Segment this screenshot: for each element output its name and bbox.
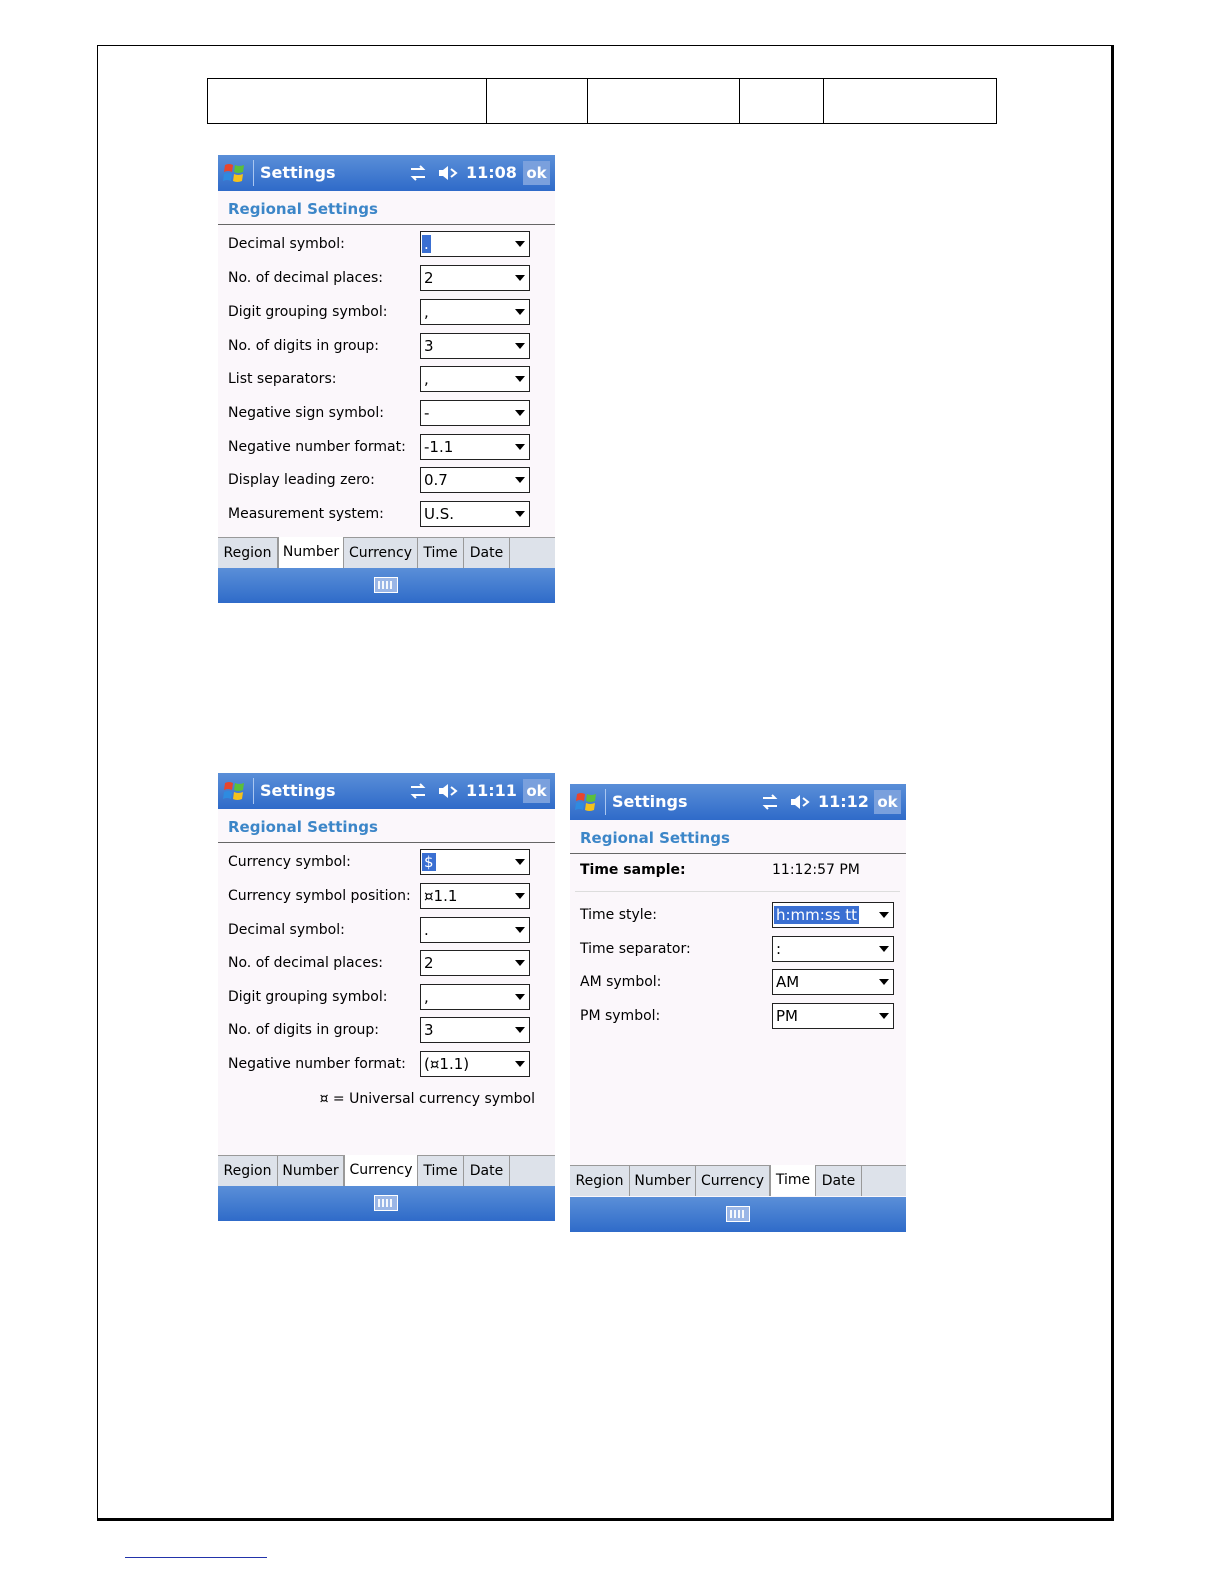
field-label: Currency symbol: [228,854,351,870]
time-style-row [570,902,906,930]
dropdown-value: , [424,988,429,1006]
currency-symbol-position-dropdown[interactable] [420,883,530,909]
tab-date[interactable]: Date [464,538,510,568]
menu-bar [570,1197,906,1232]
ok-button[interactable]: ok [523,161,550,185]
clock[interactable]: 11:11 [466,781,517,800]
negative-number-format-row [218,434,555,462]
am-symbol-row [570,969,906,997]
page-heading: Regional Settings [228,200,378,218]
time-style-dropdown[interactable] [772,902,894,928]
footnote-rule [125,1557,267,1558]
field-label: No. of digits in group: [228,338,380,354]
digits-in-group-dropdown[interactable] [420,1017,530,1043]
measurement-system-dropdown[interactable] [420,501,530,527]
digit-grouping-symbol-row [218,299,555,327]
heading-divider [218,842,555,843]
dropdown-value: , [424,370,429,388]
tab-strip [218,1155,555,1186]
menu-bar [218,1186,555,1221]
keyboard-icon[interactable] [726,1206,750,1222]
digit-grouping-symbol-row [218,984,555,1012]
tab-currency[interactable]: Currency [696,1166,770,1196]
field-label: Decimal symbol: [228,922,345,938]
header-cell [487,79,588,124]
dropdown-value: -1.1 [424,438,454,456]
tab-region[interactable]: Region [218,1156,278,1186]
decimal-places-dropdown[interactable] [420,265,530,291]
decimal-symbol-dropdown[interactable] [420,917,530,943]
field-label: Display leading zero: [228,472,375,488]
tab-number[interactable]: Number [278,1156,344,1186]
decimal-symbol-row [218,917,555,945]
tab-strip [218,537,555,568]
title-bar [570,784,906,820]
negative-sign-symbol-dropdown[interactable] [420,400,530,426]
dropdown-arrow-icon[interactable] [515,376,525,382]
field-label: Measurement system: [228,506,384,522]
dropdown-arrow-icon[interactable] [515,1061,525,1067]
dropdown-value: h:mm:ss tt [776,906,857,924]
dropdown-arrow-icon[interactable] [515,477,525,483]
time-sample-label: Time sample: [580,862,686,878]
dropdown-arrow-icon[interactable] [879,912,889,918]
tab-time[interactable]: Time [418,1156,464,1186]
clock[interactable]: 11:08 [466,163,517,182]
title-separator [605,789,606,815]
digit-grouping-symbol-dropdown[interactable] [420,984,530,1010]
dropdown-value: U.S. [424,505,455,523]
field-label: AM symbol: [580,974,662,990]
display-leading-zero-dropdown[interactable] [420,467,530,493]
ok-button[interactable]: ok [523,779,550,803]
dropdown-value: , [424,303,429,321]
screenshot-time-tab [570,784,906,1232]
dropdown-arrow-icon[interactable] [879,1013,889,1019]
dropdown-value: 2 [424,954,434,972]
header-cell [588,79,740,124]
dropdown-arrow-icon[interactable] [515,1027,525,1033]
field-label: List separators: [228,371,337,387]
document-header-table [207,78,997,124]
dropdown-arrow-icon[interactable] [879,946,889,952]
dropdown-arrow-icon[interactable] [515,893,525,899]
currency-symbol-row [218,849,555,877]
field-label: Currency symbol position: [228,888,411,904]
pm-symbol-dropdown[interactable] [772,1003,894,1029]
tab-time[interactable]: Time [770,1165,816,1196]
decimal-places-row [218,950,555,978]
field-label: Time style: [580,907,657,923]
dropdown-value: . [424,235,429,253]
decimal-places-dropdown[interactable] [420,950,530,976]
volume-muted-icon[interactable] [437,163,461,183]
tab-currency[interactable]: Currency [344,1155,418,1186]
tab-region[interactable]: Region [218,538,278,568]
pm-symbol-row [570,1003,906,1031]
tab-date[interactable]: Date [464,1156,510,1186]
dropdown-arrow-icon[interactable] [515,309,525,315]
dropdown-value: - [424,404,430,422]
connectivity-icon[interactable] [408,781,428,801]
field-label: Negative number format: [228,1056,406,1072]
dropdown-value: . [424,921,429,939]
page-heading: Regional Settings [580,829,730,847]
digits-in-group-row [218,1017,555,1045]
field-label: No. of decimal places: [228,955,383,971]
display-leading-zero-row [218,467,555,495]
keyboard-icon[interactable] [374,577,398,593]
dropdown-value: (¤1.1) [424,1055,470,1073]
dropdown-arrow-icon[interactable] [515,994,525,1000]
field-label: PM symbol: [580,1008,661,1024]
screenshot-currency-tab [218,773,555,1221]
list-separators-dropdown[interactable] [420,366,530,392]
tab-time[interactable]: Time [418,538,464,568]
dropdown-value: AM [776,973,800,991]
title-separator [253,160,254,186]
ok-button[interactable]: ok [874,790,901,814]
time-separator-dropdown[interactable] [772,936,894,962]
header-cell [824,79,997,124]
dropdown-arrow-icon[interactable] [515,275,525,281]
field-label: Decimal symbol: [228,236,345,252]
digits-in-group-dropdown[interactable] [420,333,530,359]
start-menu-icon[interactable] [222,161,248,185]
negative-number-format-dropdown[interactable] [420,1051,530,1077]
header-cell [740,79,824,124]
digits-in-group-row [218,333,555,361]
measurement-system-row [218,501,555,529]
dropdown-arrow-icon[interactable] [879,979,889,985]
tab-strip [570,1165,906,1196]
app-title: Settings [612,792,688,811]
connectivity-icon[interactable] [760,792,780,812]
negative-sign-symbol-row [218,400,555,428]
dropdown-value: ¤1.1 [424,887,458,905]
dropdown-arrow-icon[interactable] [515,511,525,517]
dropdown-arrow-icon[interactable] [515,859,525,865]
app-title: Settings [260,163,336,182]
heading-divider [218,224,555,225]
sample-divider [575,891,900,892]
currency-symbol-dropdown[interactable] [420,849,530,875]
field-label: Time separator: [580,941,691,957]
dropdown-value: PM [776,1007,798,1025]
dropdown-value: 3 [424,1021,434,1039]
dropdown-value: 3 [424,337,434,355]
currency-symbol-position-row [218,883,555,911]
time-sample-value: 11:12:57 PM [772,862,860,878]
start-menu-icon[interactable] [574,790,600,814]
field-label: Digit grouping symbol: [228,304,388,320]
field-label: Digit grouping symbol: [228,989,388,1005]
title-separator [253,778,254,804]
time-sample-row [570,852,906,892]
keyboard-icon[interactable] [374,1195,398,1211]
dropdown-arrow-icon[interactable] [515,960,525,966]
start-menu-icon[interactable] [222,779,248,803]
page-heading: Regional Settings [228,818,378,836]
field-label: Negative sign symbol: [228,405,384,421]
negative-number-format-row [218,1051,555,1079]
volume-muted-icon[interactable] [789,792,813,812]
volume-muted-icon[interactable] [437,781,461,801]
tab-date[interactable]: Date [816,1166,862,1196]
dropdown-value: $ [424,853,434,871]
tab-region[interactable]: Region [570,1166,630,1196]
decimal-symbol-dropdown[interactable] [420,231,530,257]
decimal-symbol-row [218,231,555,259]
tab-number[interactable]: Number [278,537,344,568]
screenshot-number-tab [218,155,555,603]
menu-bar [218,568,555,603]
dropdown-arrow-icon[interactable] [515,343,525,349]
dropdown-arrow-icon[interactable] [515,410,525,416]
field-label: No. of digits in group: [228,1022,380,1038]
negative-number-format-dropdown[interactable] [420,434,530,460]
tab-currency[interactable]: Currency [344,538,418,568]
dropdown-arrow-icon[interactable] [515,927,525,933]
decimal-places-row [218,265,555,293]
header-cell [208,79,487,124]
field-label: No. of decimal places: [228,270,383,286]
dropdown-arrow-icon[interactable] [515,444,525,450]
connectivity-icon[interactable] [408,163,428,183]
dropdown-value: 0.7 [424,471,448,489]
digit-grouping-symbol-dropdown[interactable] [420,299,530,325]
title-bar [218,155,555,191]
dropdown-arrow-icon[interactable] [515,241,525,247]
field-label: Negative number format: [228,439,406,455]
dropdown-value: 2 [424,269,434,287]
tab-number[interactable]: Number [630,1166,696,1196]
title-bar [218,773,555,809]
list-separators-row [218,366,555,394]
time-separator-row [570,936,906,964]
currency-symbol-note: ¤ = Universal currency symbol [319,1091,535,1107]
app-title: Settings [260,781,336,800]
am-symbol-dropdown[interactable] [772,969,894,995]
clock[interactable]: 11:12 [818,792,869,811]
dropdown-value: : [776,940,782,958]
